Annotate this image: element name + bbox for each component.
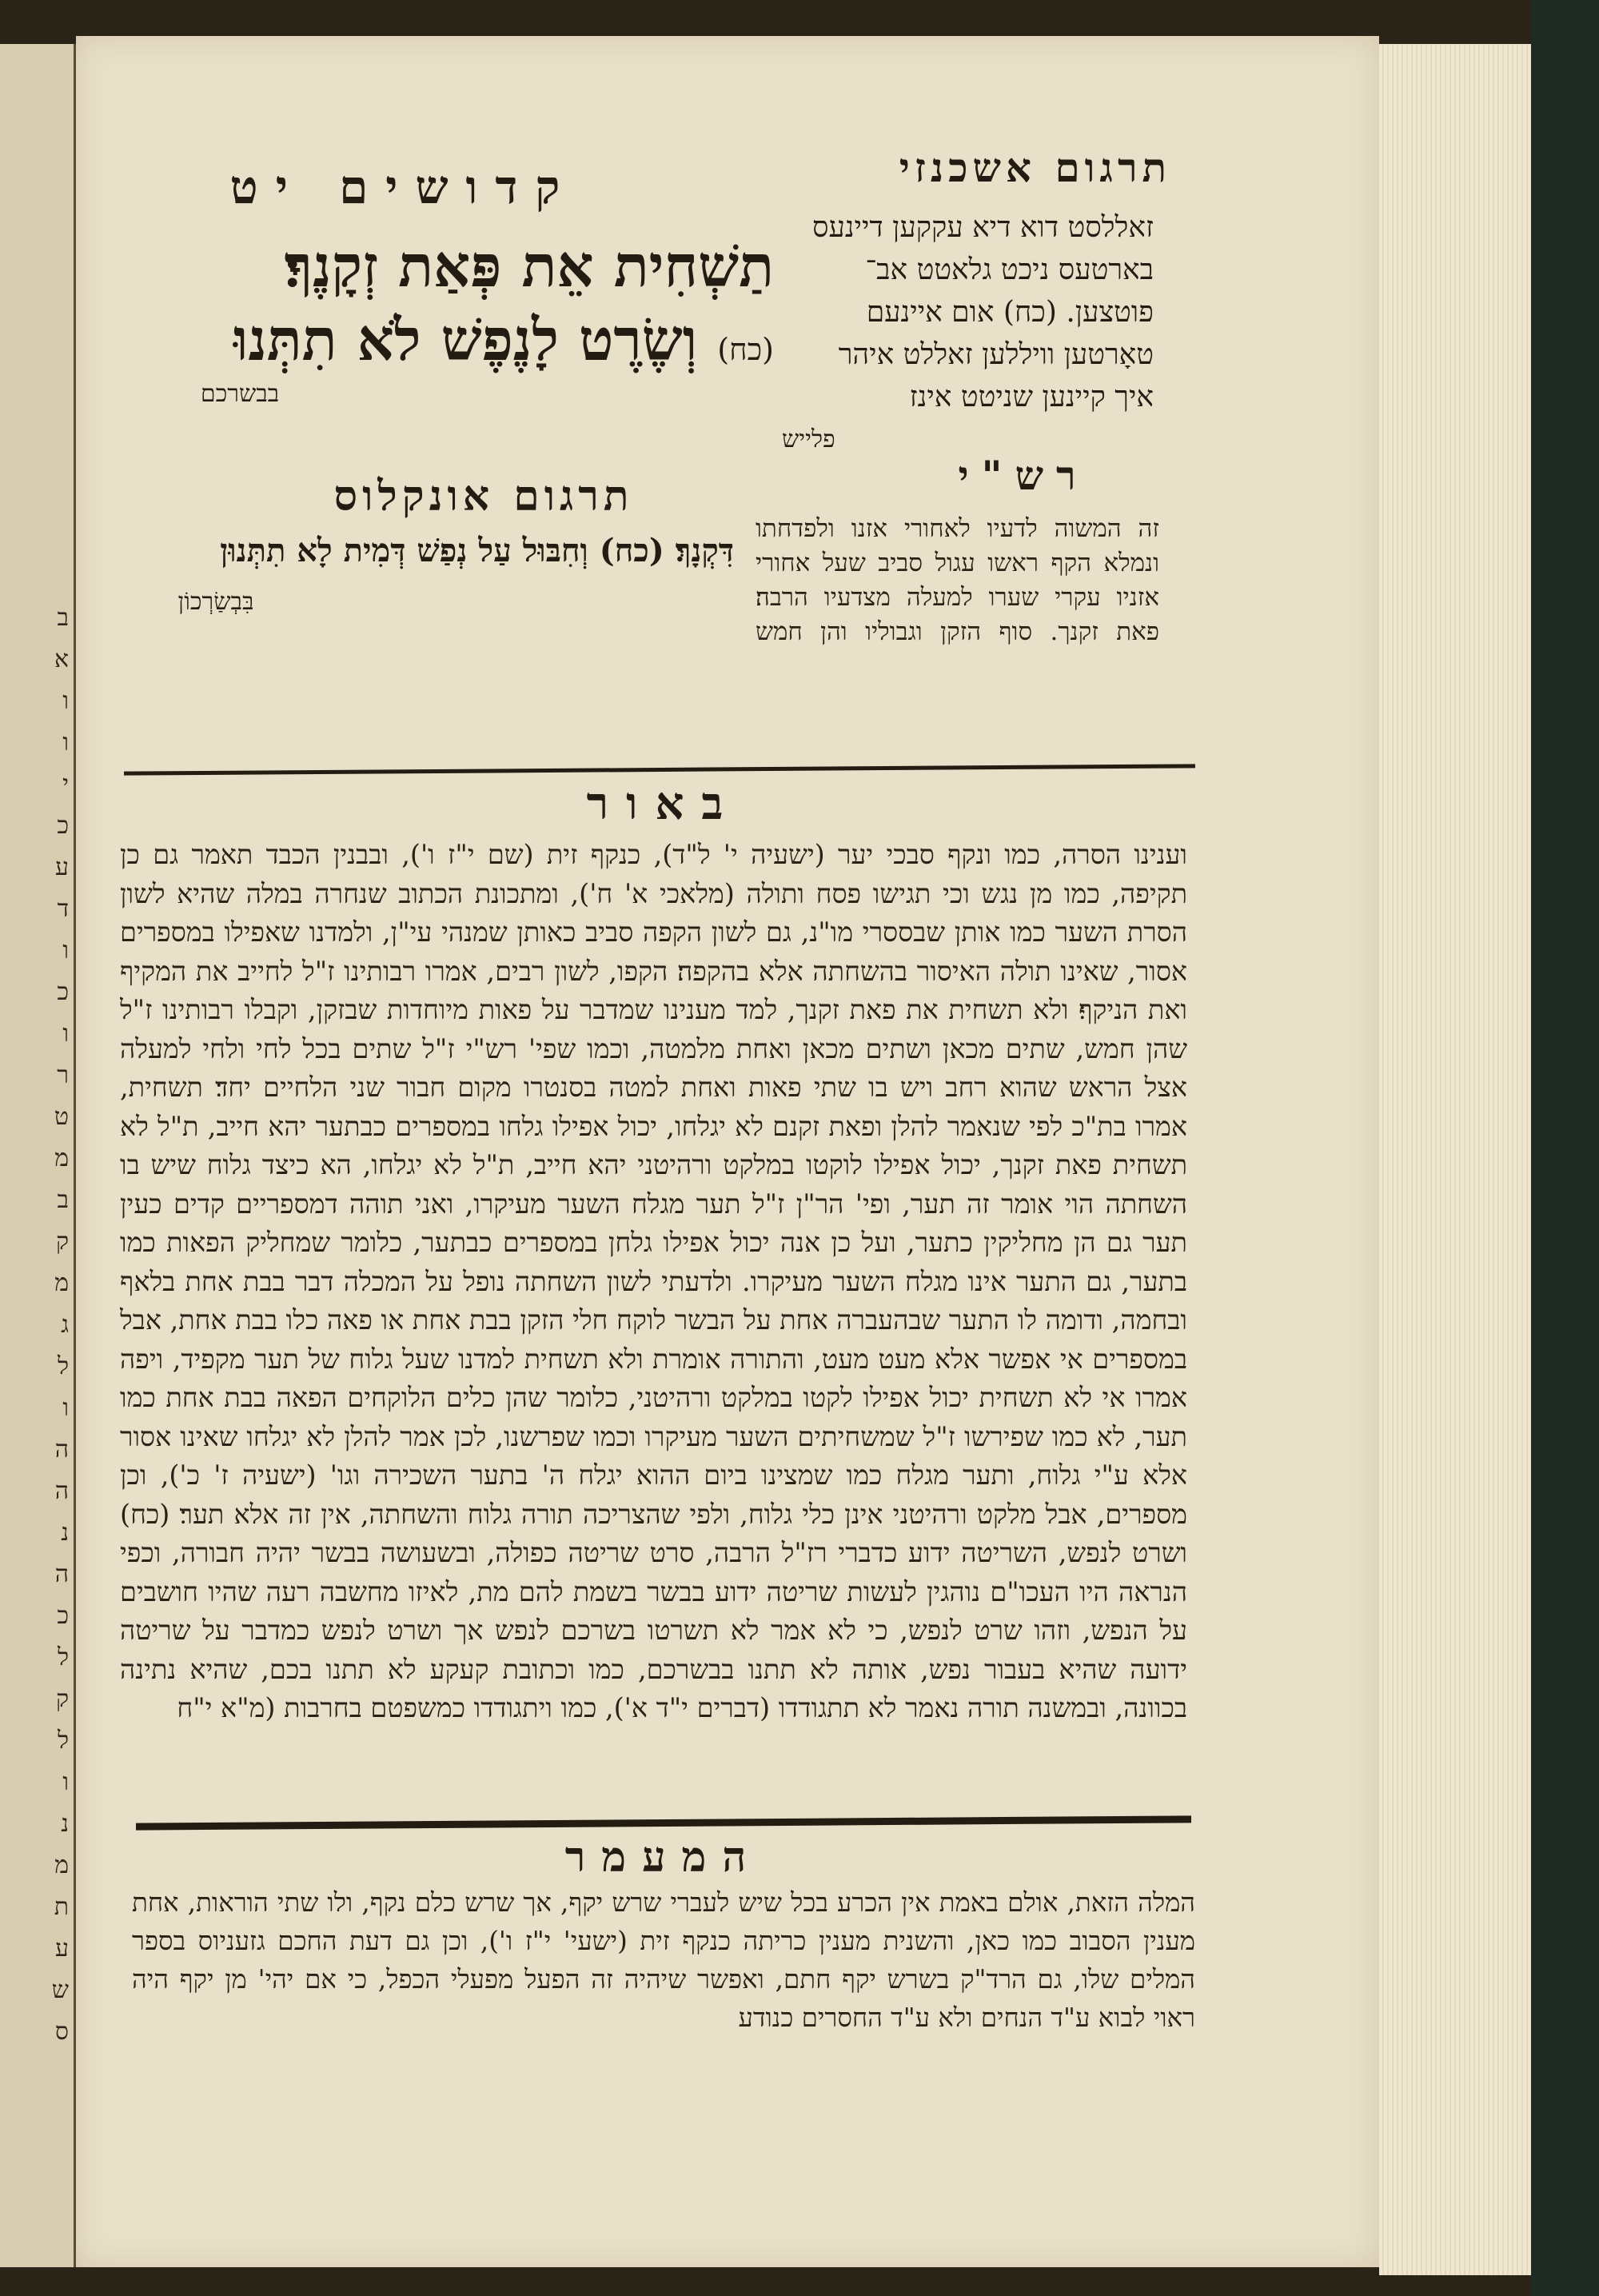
hameamer-commentary [132,1883,1195,2075]
left-page-glyph: ו [62,1768,69,1796]
onkelos-line-2: בִּבְשַׂרְכוֹן [177,588,254,616]
biur-text: וענינו הסרה, כמו ונקף סבכי יער (ישעיה י' ל"ד), כנקף זית (שם י"ז ו'), ובבנין הכבד תאמר גם כן תקיפה, כמו מן נגש וכי תגישו פסח ותולה (מלאכי א' ח'), ומתכונת הכתוב שנחרה במלה שהיא לשון הסרת השער כמו אותן שבססרי מו"נ, גם לשון הקפה סביב כאותן שמנהי עי"ן, ולמדנו שאפילו במספרים אסור, שאינו תולה האיסור בהשחתה אלא בהקפה׃ הקפו, לשון רבים, אמרו רבותינו ז"ל לחייב את המקיף ואת הניקף׃ ולא תשחית את פאת זקנך, למד מענינו שמדבר על פאות מיוחדות שבזקן, וקבלו רבותינו ז"ל שהן חמש, שתים מכאן ושתים מכאן ואחת מלמטה, וכמו שפי' רש"י ז"ל שתים בכל לחי ולחי למעלה אצל הראש שהוא רחב ויש בו שתי פאות ואחת למטה בסנטרו מקום חבור שני הלחיים יחד׃ תשחית, אמרו בת"כ לפי שנאמר להלן ופאת זקנם לא יגלחו, יכול אפילו גלחו במספרים כבתער יהא חייב, ת"ל לא תשחית פאת זקנך, יכול אפילו לוקטו במלקט ורהיטני יהא חייב, ת"ל לא יגלחו, הא כיצד גלוח שיש בו השחתה הוי אומר זה תער, ופי' הר"ן ז"ל תער מגלח השער מעיקרו, ואני תוהה דמספריים קדים כעין תער גם הן מחליקין כתער, ועל כן אנה יכול אפילו גלחן במספרים כבתער, כלומר שמחליק הפאות כמו בתער, גם התער אינו מגלח השער מעיקרו. ולדעתי לשון השחתה נופל על המכלה דבר בבת אחת בלאף ובחמה, ודומה לו התער שבהעברה אחת על הבשר לוקח חלי הזקן בבת אחת או פאה כלו בבת אחת, אבל במספרים אי אפשר אלא מעט מעט, והתורה אומרת ולא תשחית למדנו שעל גלוח של תער מקפיד, ויפה אמרו אי לא תשחית יכול אפילו לקטו במלקט ורהיטני, כלומר שהן כלים הלוקחים הפאה בבת אחת כמו תער, לא כמו שפירשו ז"ל שמשחיתים השער מעיקרו וכמו שפרשנו, לכן אמר להלן לא יגלחו שאינו אסור אלא ע"י גלוח, ותער מגלח כמו שמצינו ביום ההוא יגלח ה' בתער השכירה וגו' (ישעיה ז' כ'), וכן מספרים, אבל מלקט ורהיטני אינן כלי גלוח, ולפי שהצריכה תורה גלוח והשחתה, אין זה אלא תער׃ (כח) ושרט לנפש, השריטה ידוע כדברי רז"ל הרבה, סרט שריטה כפולה, ובשעושה בבשר יהיה חבורה, וכפי הנראה היו העכו"ם נוהגין לעשות שריטה ידוע בבשר בשמת להם מת, לאיזו מחשבה רעה שהיו חושבים על הנפש, וזהו שרט לנפש, כי לא אמר לא תשרטו בשרכם לנפש אך ושרט לנפש כמדבר על שריטה ידועה שהיא בעבור נפש, אותה לא תתנו בבשרכם, כמו וכתובת קעקע לא תתנו בכם, שהיא נתינה בכוונה, ובמשנה תורה נאמר לא תתגודדו (דברים י"ד א'), כמו ויתגודדו כמשפטם בחרבות (מ"א י"ח [120,839,1187,1723]
left-page-glyph: ד [57,895,69,923]
hameamer-heading: המעמר [564,1833,763,1882]
left-page-glyph: ל [57,1352,69,1380]
left-page-glyph: ב [57,604,69,632]
german-line: בארטעס ניכט גלאטט אב־ [865,254,1154,286]
left-page-glyph: נ [61,1519,69,1547]
verse-line-2 [118,305,774,374]
left-page-glyph: ש [51,1976,69,2004]
left-page-glyph: ו [62,1020,69,1048]
left-page-fragment [0,44,76,2267]
left-page-glyph: כ [57,812,69,840]
german-line: פלייש [782,425,835,453]
book-binding [1531,0,1599,2296]
left-page-glyph: מ [54,1269,69,1297]
verse-line-1: תַשְׁחִית אֵת פְּאַת זְקָנֶךָ׃ [284,232,774,300]
left-page-glyph: ט [54,1103,69,1131]
left-page-glyph: ו [62,1394,69,1422]
rashi-text: זה המשוה לדעיו לאחורי אזנו ולפדחתו ונמלא הקף ראשו עגול סביב שעל אחורי אזניו עקרי שערו למעלה מצדעיו הרבה׃ פאת זקנך. סוף הזקן וגבוליו והן חמש [756,514,1159,646]
left-page-glyph: ה [54,1435,69,1463]
german-line: טאָרטען וויללען זאללט איהר [838,338,1154,371]
left-page-glyph: א [54,645,69,673]
rashi-commentary-full [120,648,1159,760]
left-page-glyph: ב [57,1186,69,1214]
rashi-heading: רש"י [958,452,1089,499]
german-translation [774,206,1154,461]
verse-number: (כח) [717,332,774,367]
left-page-glyph: ו [62,936,69,964]
verse-line-3: בבשרכם [200,380,280,408]
onkelos-heading: תרגום אונקלוס [333,472,634,521]
left-page-glyph: ל [57,1727,69,1755]
running-head-left: קדושים יט [229,160,578,214]
left-page-glyph: י [62,770,69,798]
verse-text: וְשֶׂרֶט לָנֶפֶשׁ לֹא תִתְּנוּ [233,305,698,373]
left-page-glyph: ל [57,1643,69,1671]
german-line: איך קיינען שניטט אינז [909,381,1154,413]
left-page-glyph: ר [57,1061,69,1089]
left-page-glyph: ה [54,1560,69,1588]
left-page-glyph: ת [54,1893,69,1921]
onkelos-line-1: דִּקְנָךְ׃ (כח) וְחִבּוּל עַל נְפַשׁ דְּמִית לָא תִתְּנוּן [220,532,734,569]
left-page-glyph: ק [55,1685,69,1713]
left-page-glyph: ה [54,1477,69,1505]
hameamer-text: המלה הזאת, אולם באמת אין הכרע בכל שיש לעברי שרש יקף, אך שרש כלם נקף, ולו שתי הוראות, אחת מענין הסבוב כמו כאן, והשנית מענין כריתה כנקף זית (ישעי' י"ז ו'), וכן גם דעת החכם גזעניוס בספר המלים שלו, גם הרד"ק בשרש יקף חתם, ואפשר שיהיה זה הפעל מפעלי הכפל, כי אם יהי' מן יקף היה ראוי לבוא ע"ד הנחים ולא ע"ד החסרים כנודע [132,1887,1195,2033]
running-head-right: תרגום אשכנזי [899,144,1171,191]
left-page-glyph: ו [62,687,69,715]
left-page-glyph: ע [55,853,69,881]
biur-heading: באור [586,777,741,830]
left-page-glyph: מ [54,1144,69,1172]
left-page-glyph: כ [57,1602,69,1630]
left-page-glyph: ע [55,1935,69,1963]
german-line: פוטצען. (כח) אום איינעם [866,296,1154,329]
german-line: זאללסט דוא דיא עקקען דיינעס [811,211,1154,244]
left-page-glyph: ס [54,2018,69,2046]
biur-commentary [120,836,1187,1811]
page-edges [1379,44,1534,2275]
left-page-glyph: נ [61,1810,69,1838]
left-page-glyph: מ [54,1851,69,1879]
left-page-glyph: כ [57,978,69,1006]
left-page-glyph: ו [62,729,69,757]
left-page-glyph: ג [61,1311,69,1339]
left-page-glyph: ק [55,1228,69,1256]
